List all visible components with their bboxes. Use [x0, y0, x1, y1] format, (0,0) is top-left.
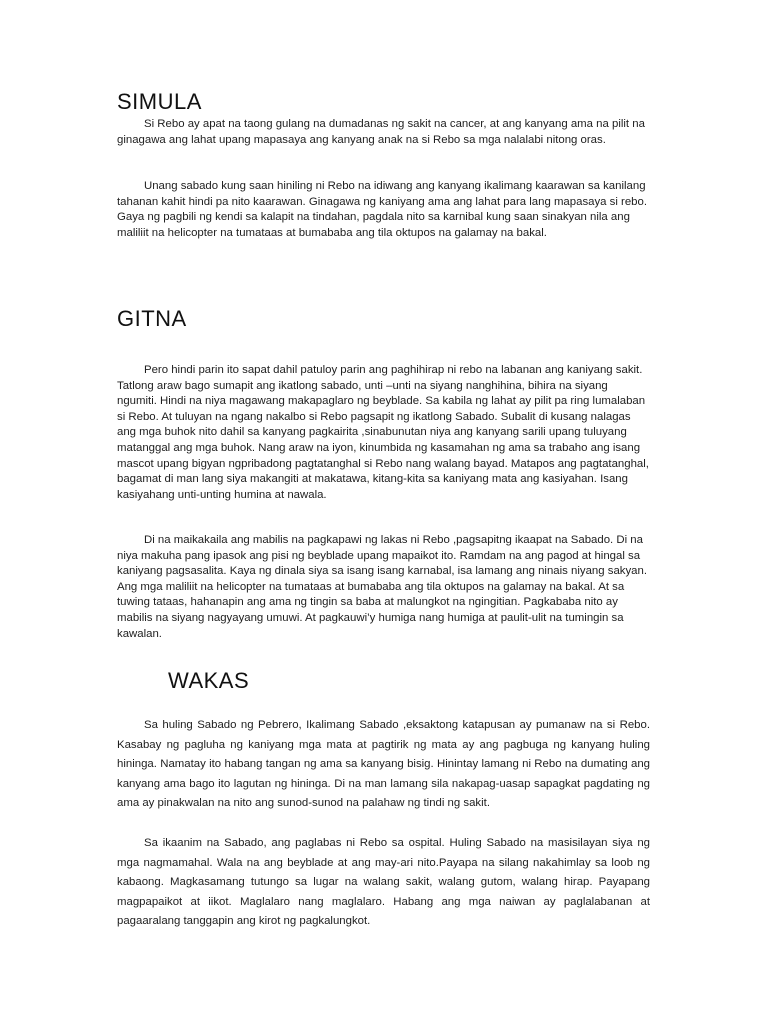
paragraph-wakas-2: Sa ikaanim na Sabado, ang paglabas ni Rebo sa ospital. Huling Sabado na masisilayan siya ng mga nagmamahal. Wala na ang beyblade at ang may-ari nito.Payapa na silang nakahimlay sa loob ng kabaong. Magkasamang tutungo sa lugar na walang sakit, walang gutom, walang hirap. Payapang magpapaikot at iikot. Maglalaro nang maglalaro. Habang ang mga naiwan ay paglalabanan at pagaaralang tanggapin ang kirot ng pagkalungkot.: [117, 837, 650, 927]
section-heading-wakas: WAKAS: [168, 668, 250, 693]
paragraph-simula-1: Si Rebo ay apat na taong gulang na dumadanas ng sakit na cancer, at ang kanyang ama na pilit na ginagawa ang lahat upang mapasaya ang kanyang anak na si Rebo sa mga nalalabi nitong oras.: [117, 118, 645, 146]
paragraph-simula-2: Unang sabado kung saan hiniling ni Rebo na idiwang ang kanyang ikalimang kaarawan sa kanilang tahanan kahit hindi pa nito kaarawan. Ginagawa ng kaniyang ama ang lahat para lang mapasaya si rebo. Gaya ng pagbili ng kendi sa kalapit na tindahan, pagdala nito sa karnibal kung saan sinakyan nila ang maliliit na helicopter na tumataas at bumababa ang tila oktupos na galamay na bakal.: [117, 180, 648, 239]
paragraph-wakas-1: Sa huling Sabado ng Pebrero, Ikalimang Sabado ,eksaktong katapusan ay pumanaw na si Rebo. Kasabay ng pagluha ng kaniyang mga mata at pagtirik ng mata ay ang pagbuga ng kanyang huling hininga. Namatay ito habang tangan ng ama sa kanyang bisig. Hinintay lamang ni Rebo na dumating ang kanyang ama bago ito lagutan ng hininga. Di na man lamang sila nakapag-uasap sapagkat pagdating ng ama ay pinakwalan na nito ang sunod-sunod na palahaw ng tindi ng sakit.: [117, 719, 650, 809]
section-heading-gitna: GITNA: [117, 306, 187, 331]
paragraph-gitna-1: Pero hindi parin ito sapat dahil patuloy parin ang paghihirap ni rebo na labanan ang kaniyang sakit. Tatlong araw bago sumapit ang ikatlong sabado, unti –unti na siyang nanghihina, bihira na siyang ngumiti. Hindi na niya magawang makapaglaro ng beyblade. Sa kabila ng lahat ay pilit pa ring lumalaban si Rebo. At tuluyan na ngang nakalbo si Rebo pagsapit ng ikatlong Sabado. Subalit di kusang nalagas ang mga buhok nito dahil sa kanyang pagkairita ,sinabunutan niya ang kanyang sarili upang tuluyang matanggal ang mga buhok. Nang araw na iyon, kinumbida ng kasamahan ng ama sa trabaho ang isang mascot upang bigyan ngpribadong pagtatanghal si Rebo nang walang bayad. Matapos ang pagtatanghal, bagamat di man lang siya makangiti at makatawa, kitang-kita sa kaniyang mata ang kasiyahan. Isang kasiyahang unti-unting humina at nawala.: [117, 364, 649, 501]
section-heading-simula: SIMULA: [117, 89, 202, 114]
paragraph-gitna-2: Di na maikakaila ang mabilis na pagkapawi ng lakas ni Rebo ,pagsapitng ikaapat na Sabado. Di na niya makuha pang ipasok ang pisi ng beyblade upang mapaikot ito. Ramdam na ang pagod at hingal sa kaniyang pagsasalita. Kaya ng dinala siya sa isang isang karnabal, isa lamang ang ninais niyang sakyan. Ang mga maliliit na helicopter na tumataas at bumababa ang tila oktupos na galamay na bakal. At sa tuwing tataas, hahanapin ang ama ng tingin sa baba at malungkot na ngingitian. Pagkababa nito ay mabilis na siyang nagyayang umuwi. At pagkauwi’y humiga nang humiga at paulit-ulit na tumingin sa kawalan.: [117, 534, 648, 640]
